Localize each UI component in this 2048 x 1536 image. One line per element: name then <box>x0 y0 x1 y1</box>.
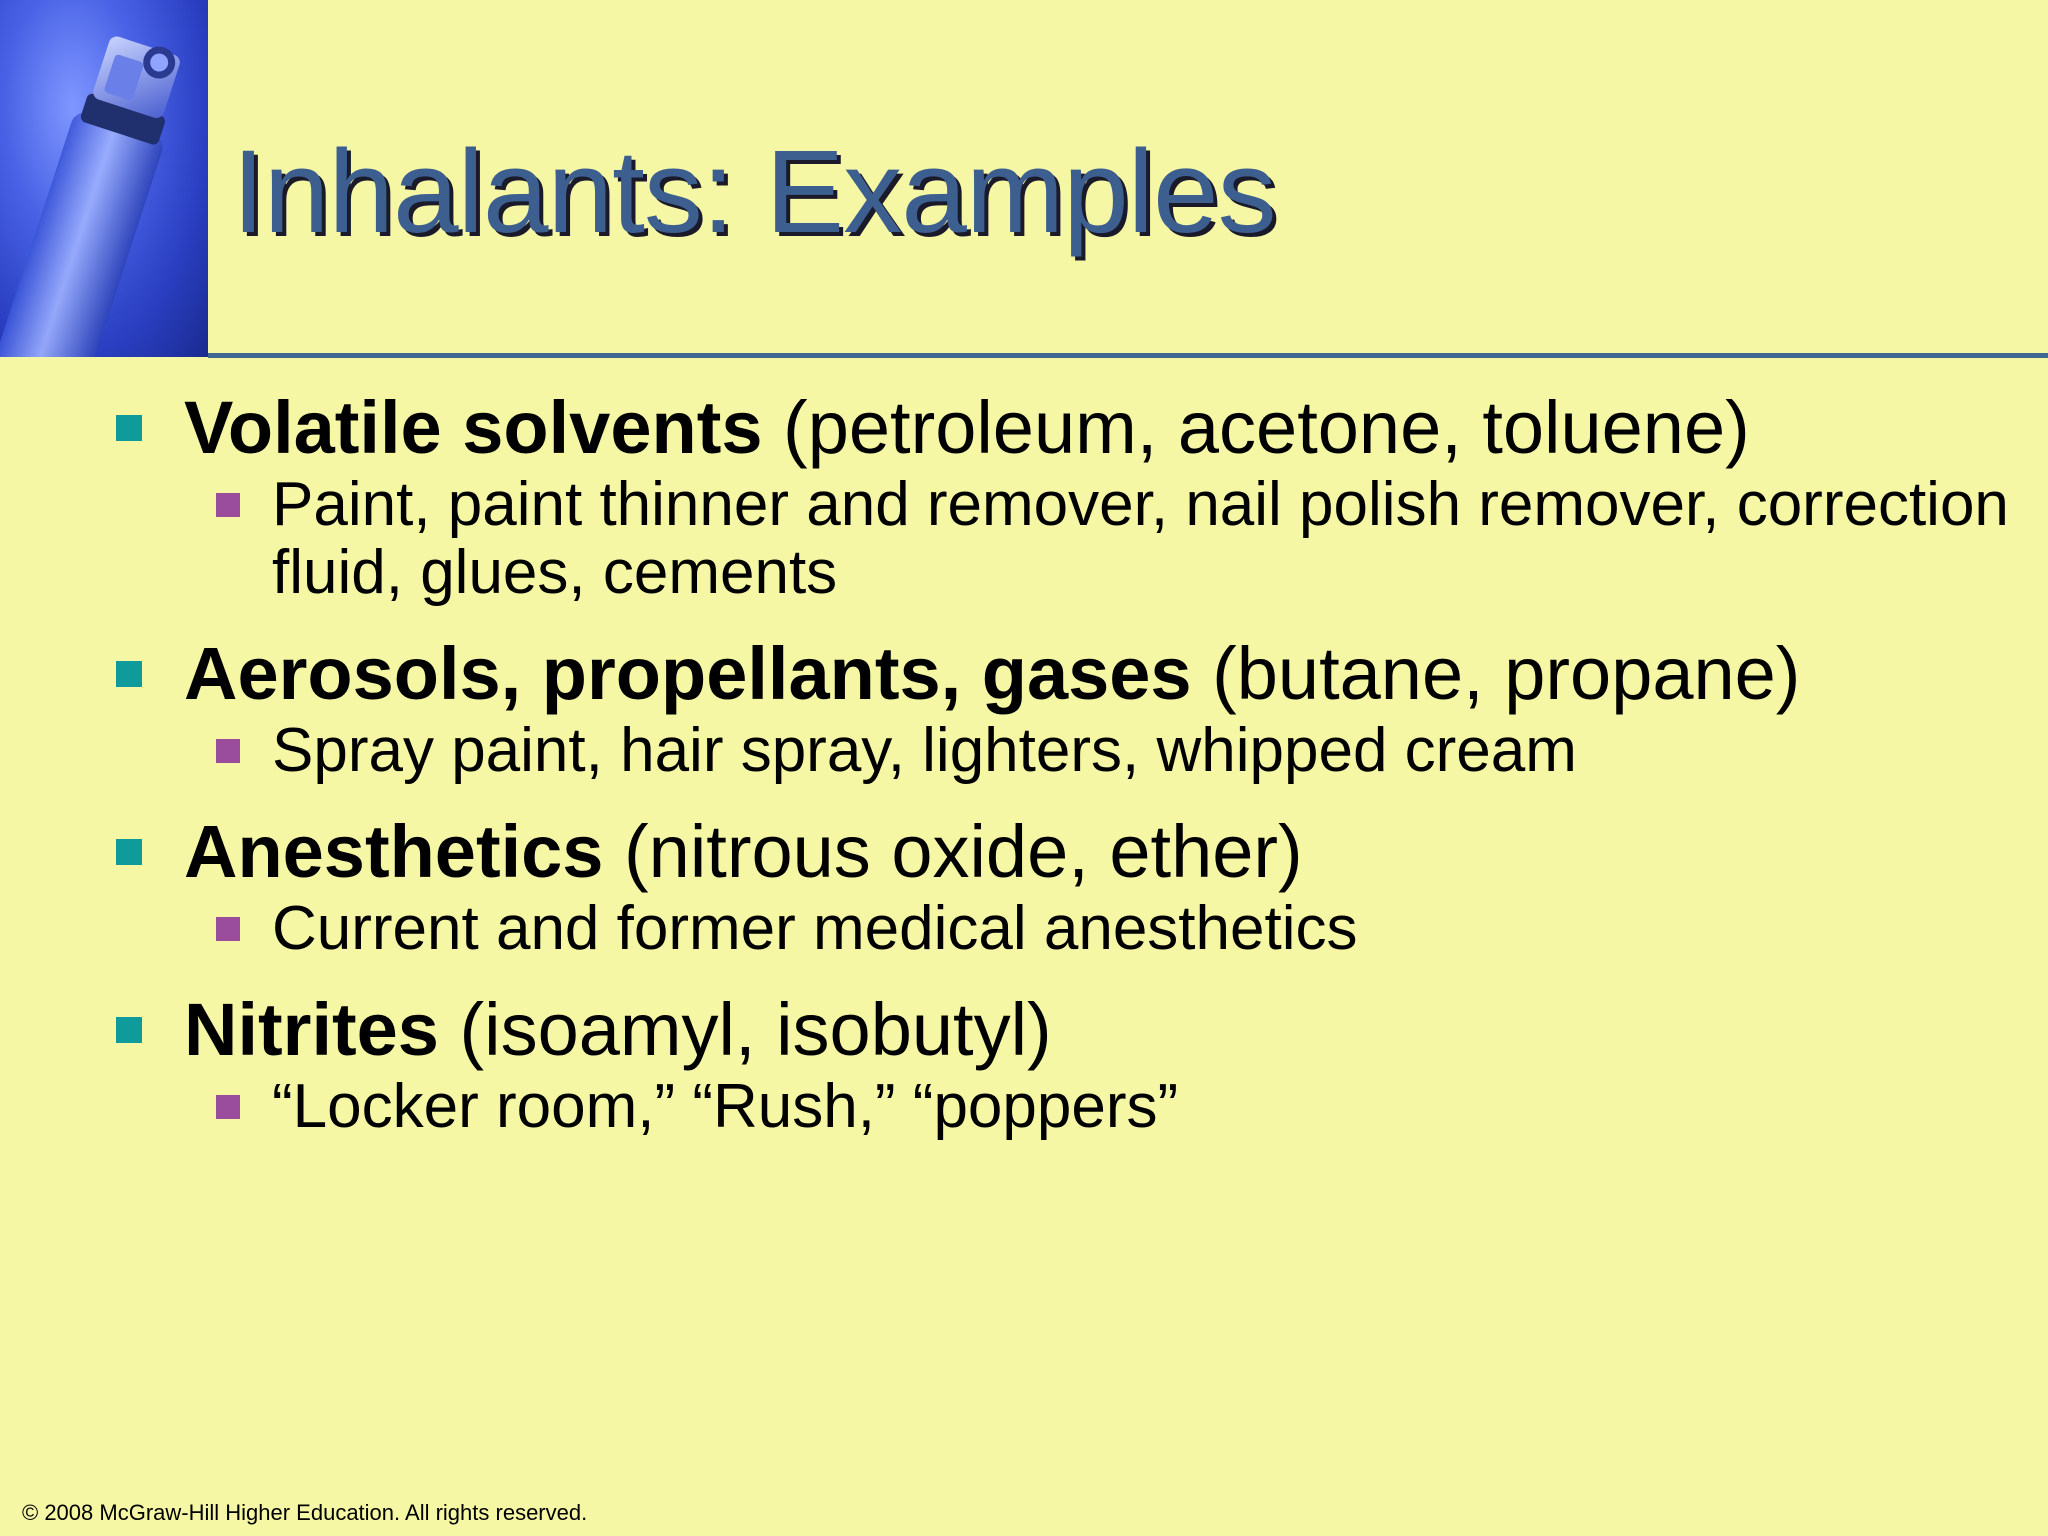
square-bullet-icon <box>216 917 240 941</box>
square-bullet-icon <box>216 1095 240 1119</box>
square-bullet-icon <box>216 739 240 763</box>
sub-bullet-item-4 <box>112 1073 2012 1141</box>
square-bullet-icon <box>116 661 142 687</box>
copyright-footer: © 2008 McGraw-Hill Higher Education. All rights reserved. <box>22 1500 588 1525</box>
sub-bullet-item-1 <box>112 471 2012 607</box>
bullet-item-3 <box>112 809 2012 895</box>
bullet-term: Nitrites <box>184 988 439 1071</box>
square-bullet-icon <box>116 839 142 865</box>
lighter-photo-icon <box>0 0 208 357</box>
sub-bullet-text: Current and former medical anesthetics <box>272 894 1358 963</box>
square-bullet-icon <box>116 1017 142 1043</box>
lighter-illustration <box>0 0 208 357</box>
title-divider <box>208 353 2048 358</box>
bullet-item-4 <box>112 987 2012 1073</box>
bullet-term: Aerosols, propellants, gases <box>184 632 1192 715</box>
sub-bullet-text: Paint, paint thinner and remover, nail polish remover, correction fluid, glues, cements <box>272 470 2009 607</box>
bullet-detail: (petroleum, acetone, toluene) <box>762 386 1750 469</box>
sub-bullet-text: Spray paint, hair spray, lighters, whipped cream <box>272 716 1577 785</box>
bullet-term: Volatile solvents <box>184 386 763 469</box>
sub-bullet-text: “Locker room,” “Rush,” “poppers” <box>272 1072 1179 1141</box>
bullet-detail: (butane, propane) <box>1191 632 1801 715</box>
bullet-item-2 <box>112 631 2012 717</box>
bullet-detail: (isoamyl, isobutyl) <box>438 988 1052 1071</box>
square-bullet-icon <box>116 415 142 441</box>
bullet-term: Anesthetics <box>184 810 604 893</box>
square-bullet-icon <box>216 493 240 517</box>
bullet-list <box>112 385 2012 1141</box>
bullet-detail: (nitrous oxide, ether) <box>603 810 1303 893</box>
slide-title: Inhalants: Examples <box>232 126 1276 258</box>
sub-bullet-item-2 <box>112 717 2012 785</box>
bullet-item-1 <box>112 385 2012 471</box>
sub-bullet-item-3 <box>112 895 2012 963</box>
